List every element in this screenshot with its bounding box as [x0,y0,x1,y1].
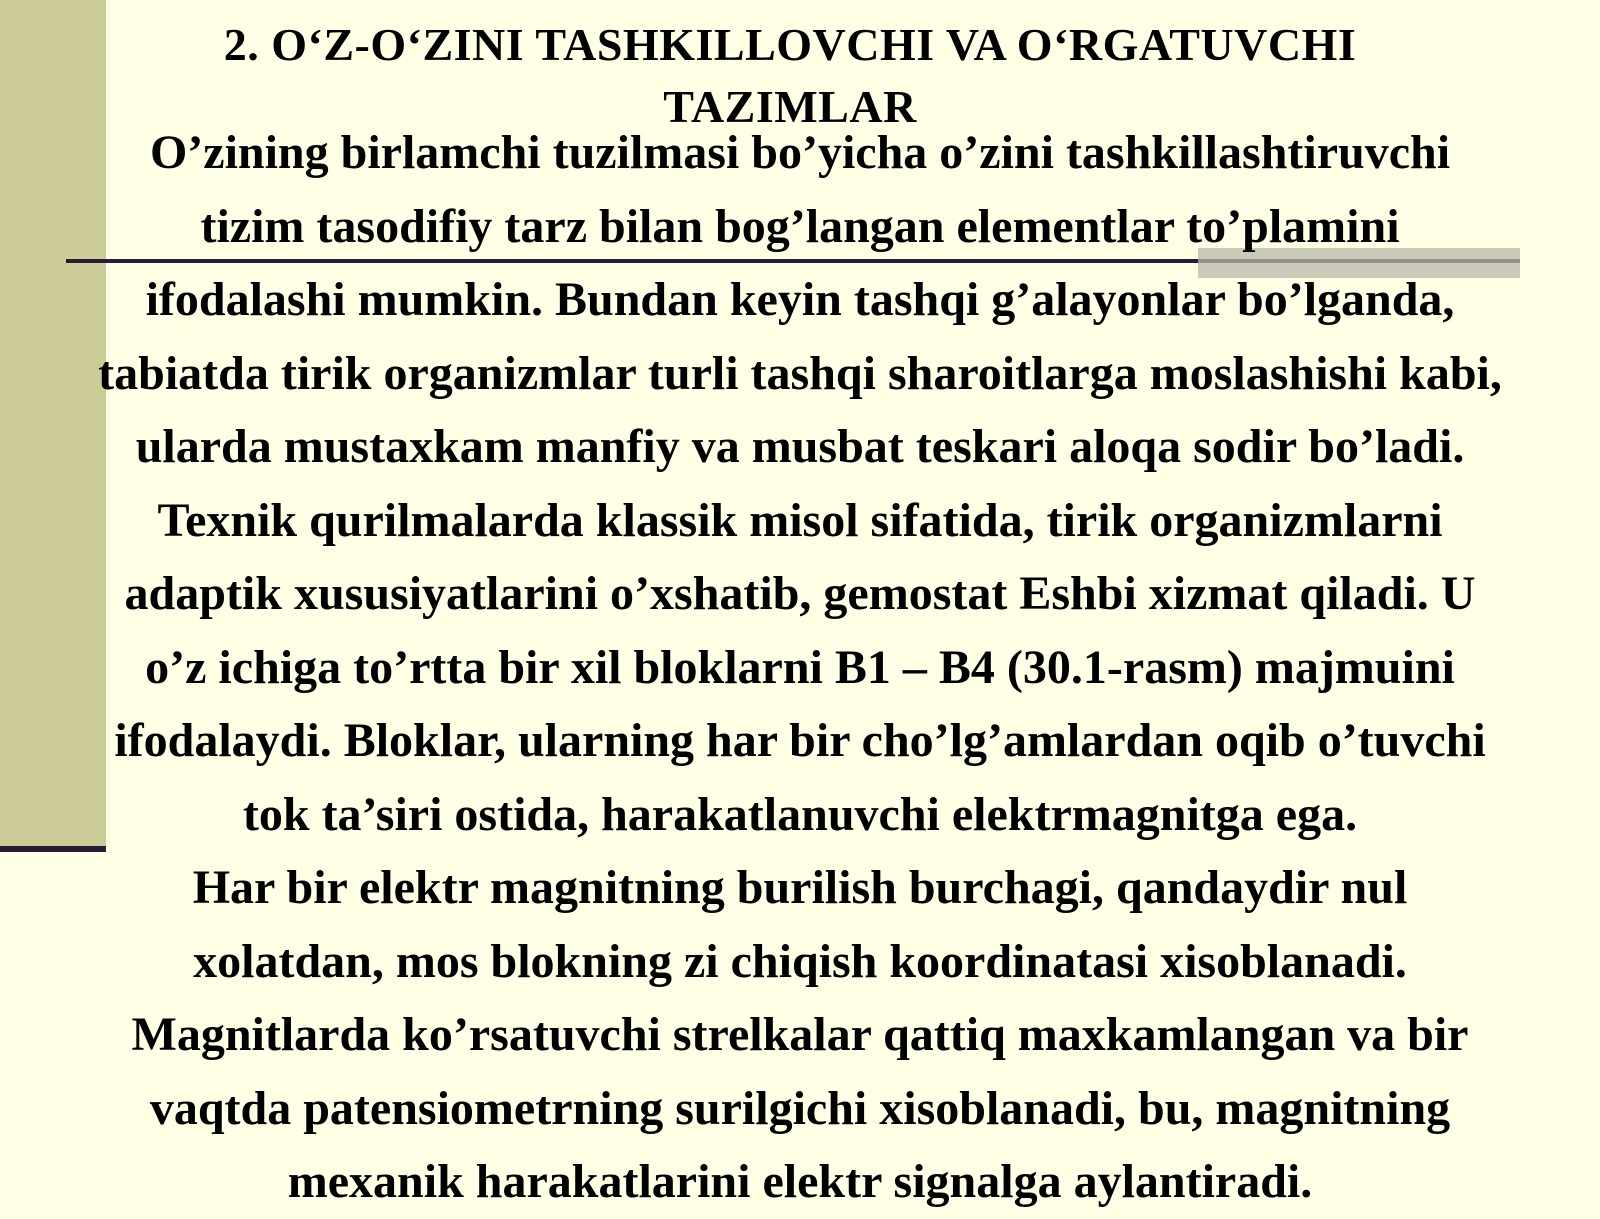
body-text-line: vaqtda patensiometrning surilgichi xisoblanadi, bu, magnitning [149,1081,1451,1135]
body-text-line: tok ta’siri ostida, harakatlanuvchi elektrmagnitga ega. [242,787,1358,841]
slide-body-text [0,116,1600,1219]
body-text-line: tabiatda tirik organizmlar turli tashqi sharoitlarga moslashishi kabi, [98,346,1502,400]
slide-title-line: TAZIMLAR [663,81,917,132]
body-text-line: ifodalaydi. Bloklar, ularning har bir cho’lg’amlardan oqib o’tuvchi [114,714,1486,767]
body-text-line: tizim tasodifiy tarz bilan bog’langan elementlar to’plamini [200,199,1400,253]
body-text-line: Magnitlarda ko’rsatuvchi strelkalar qattiq maxkamlangan va bir [131,1008,1469,1061]
slide-title-line: 2. O‘Z-O‘ZINI TASHKILLOVCHI VA O‘RGATUVCHI [223,19,1357,70]
body-text-line: adaptik xususiyatlarini o’xshatib, gemostat Eshbi xizmat qiladi. U [124,567,1476,620]
body-text-line: Texnik qurilmalarda klassik misol sifatida, tirik organizmlarni [157,493,1443,547]
body-text-line: ularda mustaxkam manfiy va musbat teskari aloqa sodir bo’ladi. [135,420,1465,473]
body-text-line: O’zining birlamchi tuzilmasi bo’yicha o’zini tashkillashtiruvchi [149,126,1451,179]
body-text-line: ifodalashi mumkin. Bundan keyin tashqi g’alayonlar bo’lganda, [145,273,1455,326]
body-text-line: o’z ichiga to’rtta bir xil bloklarni B1 – B4 (30.1-rasm) majmuini [145,640,1455,694]
body-text-line: mexanik harakatlarini elektr signalga aylantiradi. [287,1155,1313,1208]
body-text-line: Har bir elektr magnitning burilish burchagi, qandaydir nul [192,861,1408,914]
body-text-line: xolatdan, mos blokning zi chiqish koordinatasi xisoblanadi. [193,934,1407,988]
